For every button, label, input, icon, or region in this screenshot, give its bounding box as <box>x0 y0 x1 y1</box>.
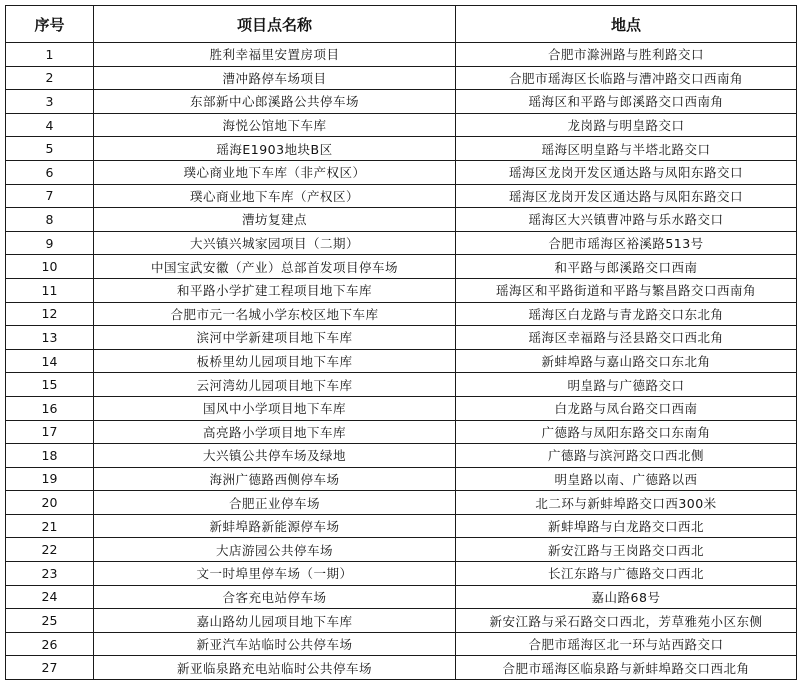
table-row <box>6 43 797 67</box>
cell-project-name: 合肥市元一名城小学东校区地下车库 <box>94 302 456 326</box>
table-header-row <box>6 6 797 43</box>
cell-project-name: 中国宝武安徽（产业）总部首发项目停车场 <box>94 255 456 279</box>
cell-project-name: 板桥里幼儿园项目地下车库 <box>94 349 456 373</box>
cell-location: 明皇路与广德路交口 <box>456 373 797 397</box>
cell-project-name: 大兴镇公共停车场及绿地 <box>94 444 456 468</box>
parking-project-table <box>5 5 797 680</box>
cell-serial-number: 1 <box>6 43 94 67</box>
cell-serial-number: 23 <box>6 562 94 586</box>
cell-location: 瑶海区和平路与郎溪路交口西南角 <box>456 90 797 114</box>
table-row <box>6 585 797 609</box>
cell-location: 和平路与郎溪路交口西南 <box>456 255 797 279</box>
table-row <box>6 562 797 586</box>
table-row <box>6 184 797 208</box>
cell-serial-number: 15 <box>6 373 94 397</box>
cell-serial-number: 18 <box>6 444 94 468</box>
cell-project-name: 国风中小学项目地下车库 <box>94 396 456 420</box>
cell-serial-number: 5 <box>6 137 94 161</box>
cell-project-name: 海悦公馆地下车库 <box>94 113 456 137</box>
cell-location: 瑶海区大兴镇曹冲路与乐水路交口 <box>456 208 797 232</box>
table-row <box>6 491 797 515</box>
table-row <box>6 326 797 350</box>
cell-location: 新安江路与采石路交口西北，芳草雅苑小区东侧 <box>456 609 797 633</box>
cell-project-name: 璞心商业地下车库（产权区） <box>94 184 456 208</box>
cell-serial-number: 12 <box>6 302 94 326</box>
cell-project-name: 文一时埠里停车场（一期） <box>94 562 456 586</box>
table-row <box>6 278 797 302</box>
cell-location: 合肥市瑶海区临泉路与新蚌埠路交口西北角 <box>456 656 797 680</box>
cell-serial-number: 27 <box>6 656 94 680</box>
cell-project-name: 滨河中学新建项目地下车库 <box>94 326 456 350</box>
cell-location: 合肥市滁洲路与胜利路交口 <box>456 43 797 67</box>
cell-project-name: 新蚌埠路新能源停车场 <box>94 514 456 538</box>
table-row <box>6 231 797 255</box>
cell-serial-number: 6 <box>6 160 94 184</box>
cell-serial-number: 4 <box>6 113 94 137</box>
cell-location: 合肥市瑶海区北一环与站西路交口 <box>456 632 797 656</box>
cell-location: 瑶海区白龙路与青龙路交口东北角 <box>456 302 797 326</box>
table-row <box>6 160 797 184</box>
cell-serial-number: 3 <box>6 90 94 114</box>
cell-project-name: 合客充电站停车场 <box>94 585 456 609</box>
cell-project-name: 海洲广德路西侧停车场 <box>94 467 456 491</box>
table-row <box>6 467 797 491</box>
table-row <box>6 208 797 232</box>
cell-serial-number: 9 <box>6 231 94 255</box>
cell-location: 广德路与凤阳东路交口东南角 <box>456 420 797 444</box>
table-row <box>6 396 797 420</box>
header-serial-number: 序号 <box>6 6 94 43</box>
table-row <box>6 137 797 161</box>
cell-project-name: 璞心商业地下车库（非产权区） <box>94 160 456 184</box>
cell-project-name: 东部新中心郎溪路公共停车场 <box>94 90 456 114</box>
cell-serial-number: 25 <box>6 609 94 633</box>
cell-location: 白龙路与凤台路交口西南 <box>456 396 797 420</box>
cell-location: 龙岗路与明皇路交口 <box>456 113 797 137</box>
cell-serial-number: 20 <box>6 491 94 515</box>
cell-serial-number: 14 <box>6 349 94 373</box>
cell-serial-number: 19 <box>6 467 94 491</box>
cell-project-name: 新亚汽车站临时公共停车场 <box>94 632 456 656</box>
table-row <box>6 514 797 538</box>
cell-location: 新蚌埠路与白龙路交口西北 <box>456 514 797 538</box>
cell-project-name: 漕坊复建点 <box>94 208 456 232</box>
cell-location: 北二环与新蚌埠路交口西300米 <box>456 491 797 515</box>
cell-serial-number: 21 <box>6 514 94 538</box>
cell-location: 瑶海区幸福路与泾县路交口西北角 <box>456 326 797 350</box>
cell-project-name: 新亚临泉路充电站临时公共停车场 <box>94 656 456 680</box>
cell-location: 合肥市瑶海区长临路与漕冲路交口西南角 <box>456 66 797 90</box>
table-row <box>6 609 797 633</box>
cell-location: 明皇路以南、广德路以西 <box>456 467 797 491</box>
cell-project-name: 胜利幸福里安置房项目 <box>94 43 456 67</box>
cell-project-name: 和平路小学扩建工程项目地下车库 <box>94 278 456 302</box>
table-row <box>6 538 797 562</box>
cell-serial-number: 11 <box>6 278 94 302</box>
cell-project-name: 云河湾幼儿园项目地下车库 <box>94 373 456 397</box>
cell-location: 新蚌埠路与嘉山路交口东北角 <box>456 349 797 373</box>
cell-location: 瑶海区明皇路与半塔北路交口 <box>456 137 797 161</box>
cell-location: 嘉山路68号 <box>456 585 797 609</box>
cell-serial-number: 26 <box>6 632 94 656</box>
cell-serial-number: 24 <box>6 585 94 609</box>
cell-location: 新安江路与王岗路交口西北 <box>456 538 797 562</box>
cell-project-name: 大店游园公共停车场 <box>94 538 456 562</box>
cell-serial-number: 2 <box>6 66 94 90</box>
table-row <box>6 302 797 326</box>
cell-project-name: 高亮路小学项目地下车库 <box>94 420 456 444</box>
cell-location: 瑶海区龙岗开发区通达路与凤阳东路交口 <box>456 160 797 184</box>
cell-project-name: 瑶海E1903地块B区 <box>94 137 456 161</box>
table-row <box>6 373 797 397</box>
cell-serial-number: 22 <box>6 538 94 562</box>
table-body <box>6 43 797 680</box>
table-row <box>6 656 797 680</box>
cell-location: 瑶海区和平路街道和平路与繁昌路交口西南角 <box>456 278 797 302</box>
cell-location: 合肥市瑶海区裕溪路513号 <box>456 231 797 255</box>
table-row <box>6 632 797 656</box>
cell-location: 长江东路与广德路交口西北 <box>456 562 797 586</box>
cell-serial-number: 13 <box>6 326 94 350</box>
header-project-name: 项目点名称 <box>94 6 456 43</box>
cell-location: 广德路与滨河路交口西北侧 <box>456 444 797 468</box>
table-row <box>6 90 797 114</box>
cell-serial-number: 8 <box>6 208 94 232</box>
table-row <box>6 420 797 444</box>
cell-project-name: 大兴镇兴城家园项目（二期） <box>94 231 456 255</box>
cell-project-name: 漕冲路停车场项目 <box>94 66 456 90</box>
table-row <box>6 66 797 90</box>
cell-location: 瑶海区龙岗开发区通达路与凤阳东路交口 <box>456 184 797 208</box>
cell-serial-number: 16 <box>6 396 94 420</box>
table-row <box>6 113 797 137</box>
header-location: 地点 <box>456 6 797 43</box>
cell-serial-number: 17 <box>6 420 94 444</box>
cell-serial-number: 7 <box>6 184 94 208</box>
table-row <box>6 255 797 279</box>
cell-serial-number: 10 <box>6 255 94 279</box>
cell-project-name: 嘉山路幼儿园项目地下车库 <box>94 609 456 633</box>
cell-project-name: 合肥正业停车场 <box>94 491 456 515</box>
table-row <box>6 349 797 373</box>
table-row <box>6 444 797 468</box>
